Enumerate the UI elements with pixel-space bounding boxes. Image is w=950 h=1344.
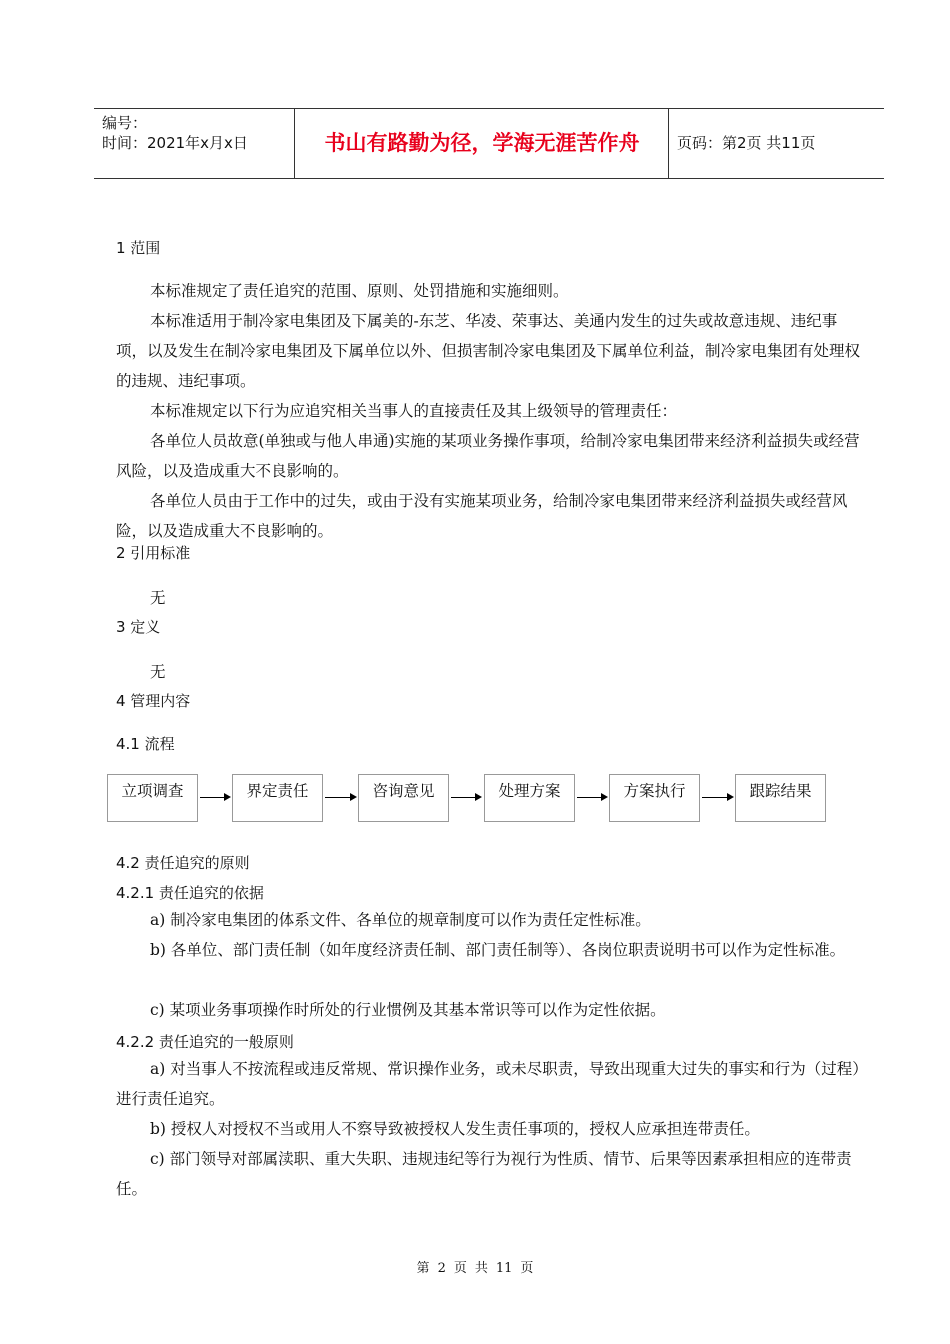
paragraph: 各单位人员故意(单独或与他人串通)实施的某项业务操作事项，给制冷家电集团带来经济利益损失或经营风险，以及造成重大不良影响的。 (116, 432, 860, 480)
section-4-title: 4 管理内容 (116, 692, 191, 710)
paragraph: 无 (150, 663, 166, 681)
flow-step: 方案执行 (609, 774, 700, 822)
list-item: c) 部门领导对部属渎职、重大失职、违规违纪等行为视行为性质、情节、后果等因素承担相应的连带责任。 (116, 1150, 852, 1198)
section-4-2-title: 4.2 责任追究的原则 (116, 854, 250, 872)
flow-step: 跟踪结果 (735, 774, 826, 822)
document-number-label: 编号： (102, 114, 148, 132)
section-4-2-2-title: 4.2.2 责任追究的一般原则 (116, 1033, 294, 1051)
flow-arrow (702, 797, 732, 798)
flow-arrow (577, 797, 606, 798)
header-divider (668, 109, 669, 178)
list-item: b) 授权人对授权不当或用人不察导致被授权人发生责任事项的，授权人应承担连带责任。 (150, 1120, 760, 1138)
flow-step: 立项调查 (107, 774, 198, 822)
paragraph: 本标准规定了责任追究的范围、原则、处罚措施和实施细则。 (150, 282, 569, 300)
flow-step: 界定责任 (232, 774, 323, 822)
footer-page-total: 11 (495, 1261, 513, 1276)
flow-arrow (325, 797, 355, 798)
paragraph: 本标准适用于制冷家电集团及下属美的-东芝、华凌、荣事达、美通内发生的过失或故意违规、违纪事项，以及发生在制冷家电集团及下属单位以外、但损害制冷家电集团及下属单位利益，制冷家电集团有处理权的违规、违纪事项。 (116, 312, 861, 390)
footer-text: 页 (520, 1261, 534, 1276)
paragraph: 本标准规定以下行为应追究相关当事人的直接责任及其上级领导的管理责任： (150, 402, 678, 420)
section-2-title: 2 引用标准 (116, 544, 191, 562)
section-4-1-title: 4.1 流程 (116, 735, 175, 753)
list-item: a) 制冷家电集团的体系文件、各单位的规章制度可以作为责任定性标准。 (150, 911, 651, 929)
section-1-title: 1 范围 (116, 239, 161, 257)
section-3-title: 3 定义 (116, 618, 161, 636)
flow-step: 处理方案 (484, 774, 575, 822)
paragraph: 无 (150, 589, 166, 607)
flow-arrow (451, 797, 480, 798)
footer-text: 第 (416, 1261, 430, 1276)
flow-arrow (200, 797, 229, 798)
header-motto: 书山有路勤为径，学海无涯苦作舟 (324, 131, 640, 155)
page-header (94, 108, 884, 179)
page-footer (0, 1257, 950, 1276)
section-4-2-1-title: 4.2.1 责任追究的依据 (116, 884, 264, 902)
document-date: 时间：2021年x月x日 (102, 134, 248, 152)
header-page-info: 页码：第2页 共11页 (677, 134, 816, 152)
list-item: a) 对当事人不按流程或违反常规、常识操作业务，或未尽职责，导致出现重大过失的事实和行为（过程）进行责任追究。 (116, 1060, 860, 1108)
flow-step: 咨询意见 (358, 774, 449, 822)
footer-page-number: 2 (437, 1261, 446, 1276)
header-meta (102, 113, 248, 153)
paragraph: 各单位人员由于工作中的过失，或由于没有实施某项业务，给制冷家电集团带来经济利益损失或经营风险，以及造成重大不良影响的。 (116, 492, 848, 540)
list-item: b) 各单位、部门责任制（如年度经济责任制、部门责任制等）、各岗位职责说明书可以作为定性标准。 (150, 941, 846, 959)
footer-text: 页 (453, 1261, 467, 1276)
list-item: c) 某项业务事项操作时所处的行业惯例及其基本常识等可以作为定性依据。 (150, 1001, 666, 1019)
footer-text: 共 (474, 1261, 488, 1276)
